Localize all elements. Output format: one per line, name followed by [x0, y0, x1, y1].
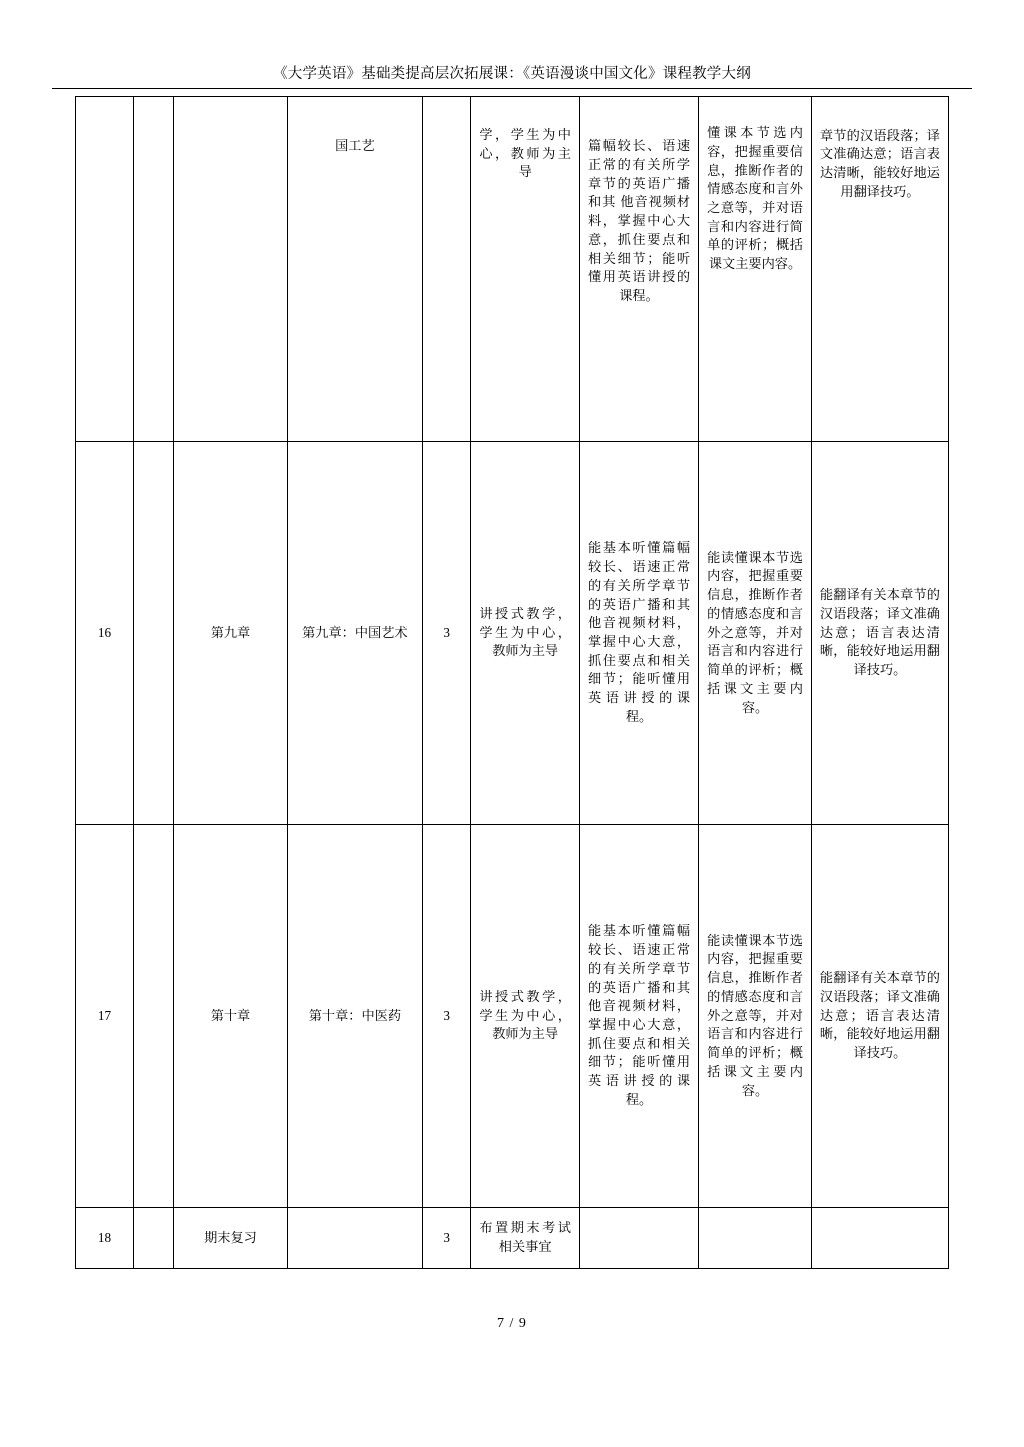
- cell-method-text: 讲授式教学，学生为中心，教师为主导: [479, 988, 571, 1042]
- cell-method: [471, 442, 580, 825]
- cell-topic: [287, 97, 422, 442]
- cell-method-text: 学，学生为中心，教师为主导: [479, 126, 571, 180]
- cell-translation: [811, 1208, 948, 1269]
- cell-reading-text: 能读懂课本节选内容，把握重要信息，推断作者的情感态度和言外之意等，并对语言和内容进行简单的评析；概括课文主要内容。: [707, 549, 803, 715]
- cell-num: 16: [76, 442, 134, 825]
- cell-listening: [579, 442, 698, 825]
- page-header: 《大学英语》基础类提高层次拓展课：《英语漫谈中国文化》课程教学大纲: [273, 66, 751, 82]
- table-row: [76, 1208, 949, 1269]
- cell-listening-text: 能基本听懂篇幅较长、语速正常的有关所学章节的英语广播和其 他音视频材料，掌握中心大意，抓住要点和相关细节；能听懂用英语讲授的课程。: [587, 540, 691, 724]
- table-row: [76, 97, 949, 442]
- cell-reading: [699, 97, 812, 442]
- cell-hours: 3: [422, 1208, 471, 1269]
- cell-translation-text: 能翻译有关本章节的汉语段落；译文准确达意；语言表达清晰，能较好地运用翻译技巧。: [819, 587, 940, 678]
- cell-translation-text: 能翻译有关本章节的汉语段落；译文准确达意；语言表达清晰，能较好地运用翻译技巧。: [819, 970, 940, 1061]
- cell-reading: [699, 442, 812, 825]
- cell-translation: [811, 97, 948, 442]
- cell-reading-text: 能读懂课本节选内容，把握重要信息，推断作者的情感态度和言外之意等，并对语言和内容进行简单的评析；概括课文主要内容。: [707, 932, 803, 1098]
- cell-topic: 第十章：中医药: [287, 825, 422, 1208]
- table-row: [76, 442, 949, 825]
- cell-method: [471, 1208, 580, 1269]
- cell-unit: 第九章: [174, 442, 288, 825]
- cell-num: [76, 97, 134, 442]
- cell-listening: [579, 97, 698, 442]
- cell-method: [471, 825, 580, 1208]
- cell-unit: 第十章: [174, 825, 288, 1208]
- cell-num: 18: [76, 1208, 134, 1269]
- cell-translation-text: 章节的汉语段落；译文准确达意；语言表达清晰，能较好地运用翻译技巧。: [819, 127, 940, 199]
- cell-topic: [287, 1208, 422, 1269]
- cell-reading-text: 懂课本节选内容，把握重要信息，推断作者的情感态度和言外之意等，并对语言和内容进行简单的评析；概括课文主要内容。: [707, 125, 803, 272]
- cell-listening: [579, 1208, 698, 1269]
- cell-blank: [133, 825, 173, 1208]
- syllabus-table-container: [75, 96, 949, 1269]
- cell-blank: [133, 97, 173, 442]
- cell-hours: 3: [422, 442, 471, 825]
- header-divider: [52, 88, 972, 89]
- table-row: [76, 825, 949, 1208]
- cell-listening-text: 能基本听懂篇幅较长、语速正常的有关所学章节的英语广播和其 他音视频材料，掌握中心大意，抓住要点和相关细节；能听懂用英语讲授的课程。: [587, 923, 691, 1107]
- cell-reading: [699, 825, 812, 1208]
- cell-listening-text: 篇幅较长、语速正常的有关所学章节的英语广播和其 他音视频材料，掌握中心大意，抓住要点和相关细节；能听懂用英语讲授的课程。: [587, 138, 691, 304]
- cell-unit: [174, 97, 288, 442]
- cell-topic: 第九章：中国艺术: [287, 442, 422, 825]
- cell-listening: [579, 825, 698, 1208]
- syllabus-table: [75, 96, 949, 1269]
- cell-unit: 期末复习: [174, 1208, 288, 1269]
- page-number: 7 / 9: [497, 1316, 527, 1331]
- cell-method-text: 布置期末考试相关事宜: [479, 1220, 571, 1254]
- cell-topic-text: 国工艺: [335, 138, 375, 154]
- cell-hours: [422, 97, 471, 442]
- cell-reading: [699, 1208, 812, 1269]
- cell-blank: [133, 1208, 173, 1269]
- cell-num: 17: [76, 825, 134, 1208]
- cell-hours: 3: [422, 825, 471, 1208]
- cell-blank: [133, 442, 173, 825]
- cell-translation: [811, 442, 948, 825]
- cell-method-text: 讲授式教学，学生为中心，教师为主导: [479, 605, 571, 659]
- cell-method: [471, 97, 580, 442]
- cell-translation: [811, 825, 948, 1208]
